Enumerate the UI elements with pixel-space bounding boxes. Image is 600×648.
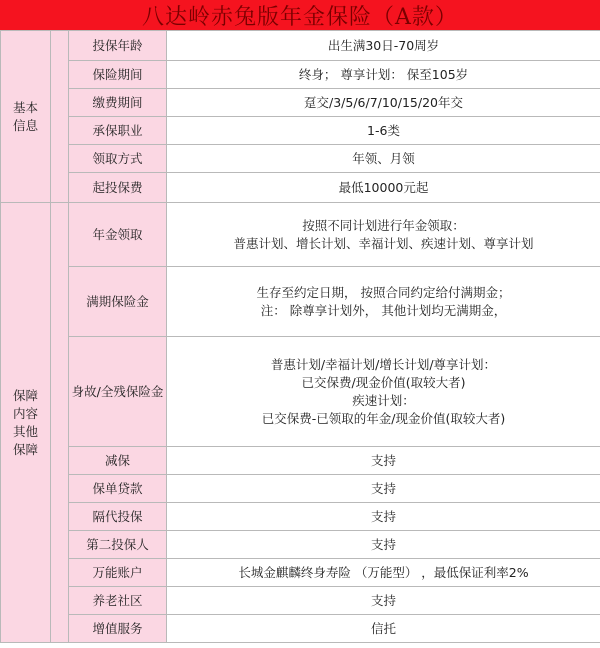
table-row bbox=[1, 203, 600, 267]
death-line-4: 已交保费-已领取的年金/现金价值(取较大者) bbox=[261, 410, 506, 426]
row-value-minimum: 最低10000元起 bbox=[167, 173, 600, 203]
table-row bbox=[1, 587, 600, 615]
row-label-reduce: 减保 bbox=[69, 447, 167, 475]
row-value-annuity bbox=[167, 203, 600, 267]
table-row bbox=[1, 559, 600, 587]
table-row bbox=[1, 531, 600, 559]
row-value-service: 信托 bbox=[167, 615, 600, 643]
row-value-reduce: 支持 bbox=[167, 447, 600, 475]
death-line-2: 已交保费/现金价值(取较大者) bbox=[301, 374, 466, 390]
table-row bbox=[1, 61, 600, 89]
group-strip bbox=[51, 31, 69, 203]
table-row bbox=[1, 447, 600, 475]
row-label-skip: 隔代投保 bbox=[69, 503, 167, 531]
maturity-line-1: 生存至约定日期， 按照合同约定给付满期金； bbox=[256, 284, 511, 300]
table-row bbox=[1, 89, 600, 117]
row-label-death: 身故/全残保险金 bbox=[69, 337, 167, 447]
table-row bbox=[1, 267, 600, 337]
row-label-universal: 万能账户 bbox=[69, 559, 167, 587]
row-value-period: 终身； 尊享计划： 保至105岁 bbox=[167, 61, 600, 89]
row-label-payment: 缴费期间 bbox=[69, 89, 167, 117]
row-value-universal: 长城金麒麟终身寿险 （万能型） ，最低保证利率2% bbox=[167, 559, 600, 587]
row-label-elder: 养老社区 bbox=[69, 587, 167, 615]
row-label-minimum: 起投保费 bbox=[69, 173, 167, 203]
table-row bbox=[1, 615, 600, 643]
row-label-occupation: 承保职业 bbox=[69, 117, 167, 145]
row-value-payment: 趸交/3/5/6/7/10/15/20年交 bbox=[167, 89, 600, 117]
row-label-method: 领取方式 bbox=[69, 145, 167, 173]
annuity-line-2: 普惠计划、增长计划、幸福计划、疾速计划、尊享计划 bbox=[233, 235, 534, 251]
row-value-elder: 支持 bbox=[167, 587, 600, 615]
row-value-age: 出生满30日-70周岁 bbox=[167, 31, 600, 61]
product-table bbox=[0, 30, 600, 643]
row-value-method: 年领、月领 bbox=[167, 145, 600, 173]
table-row bbox=[1, 503, 600, 531]
maturity-line-2: 注： 除尊享计划外， 其他计划均无满期金， bbox=[260, 302, 507, 318]
group-strip bbox=[51, 203, 69, 643]
row-value-maturity bbox=[167, 267, 600, 337]
row-value-death bbox=[167, 337, 600, 447]
table-row bbox=[1, 475, 600, 503]
row-label-period: 保险期间 bbox=[69, 61, 167, 89]
death-line-1: 普惠计划/幸福计划/增长计划/尊享计划： bbox=[270, 356, 497, 372]
table-row bbox=[1, 117, 600, 145]
table-row bbox=[1, 337, 600, 447]
row-label-annuity: 年金领取 bbox=[69, 203, 167, 267]
row-label-service: 增值服务 bbox=[69, 615, 167, 643]
row-label-maturity: 满期保险金 bbox=[69, 267, 167, 337]
group-other-coverage: 保障内容其他保障 bbox=[1, 203, 51, 643]
death-line-3: 疾速计划： bbox=[352, 392, 415, 408]
row-label-loan: 保单贷款 bbox=[69, 475, 167, 503]
row-value-second: 支持 bbox=[167, 531, 600, 559]
annuity-line-1: 按照不同计划进行年金领取： bbox=[302, 217, 465, 233]
group-basic-info: 基本信息 bbox=[1, 31, 51, 203]
table-row bbox=[1, 145, 600, 173]
row-label-second: 第二投保人 bbox=[69, 531, 167, 559]
row-value-occupation: 1-6类 bbox=[167, 117, 600, 145]
table-row bbox=[1, 173, 600, 203]
page-title: 八达岭赤兔版年金保险（A款） bbox=[0, 0, 600, 30]
row-label-age: 投保年龄 bbox=[69, 31, 167, 61]
row-value-skip: 支持 bbox=[167, 503, 600, 531]
row-value-loan: 支持 bbox=[167, 475, 600, 503]
table-row bbox=[1, 31, 600, 61]
